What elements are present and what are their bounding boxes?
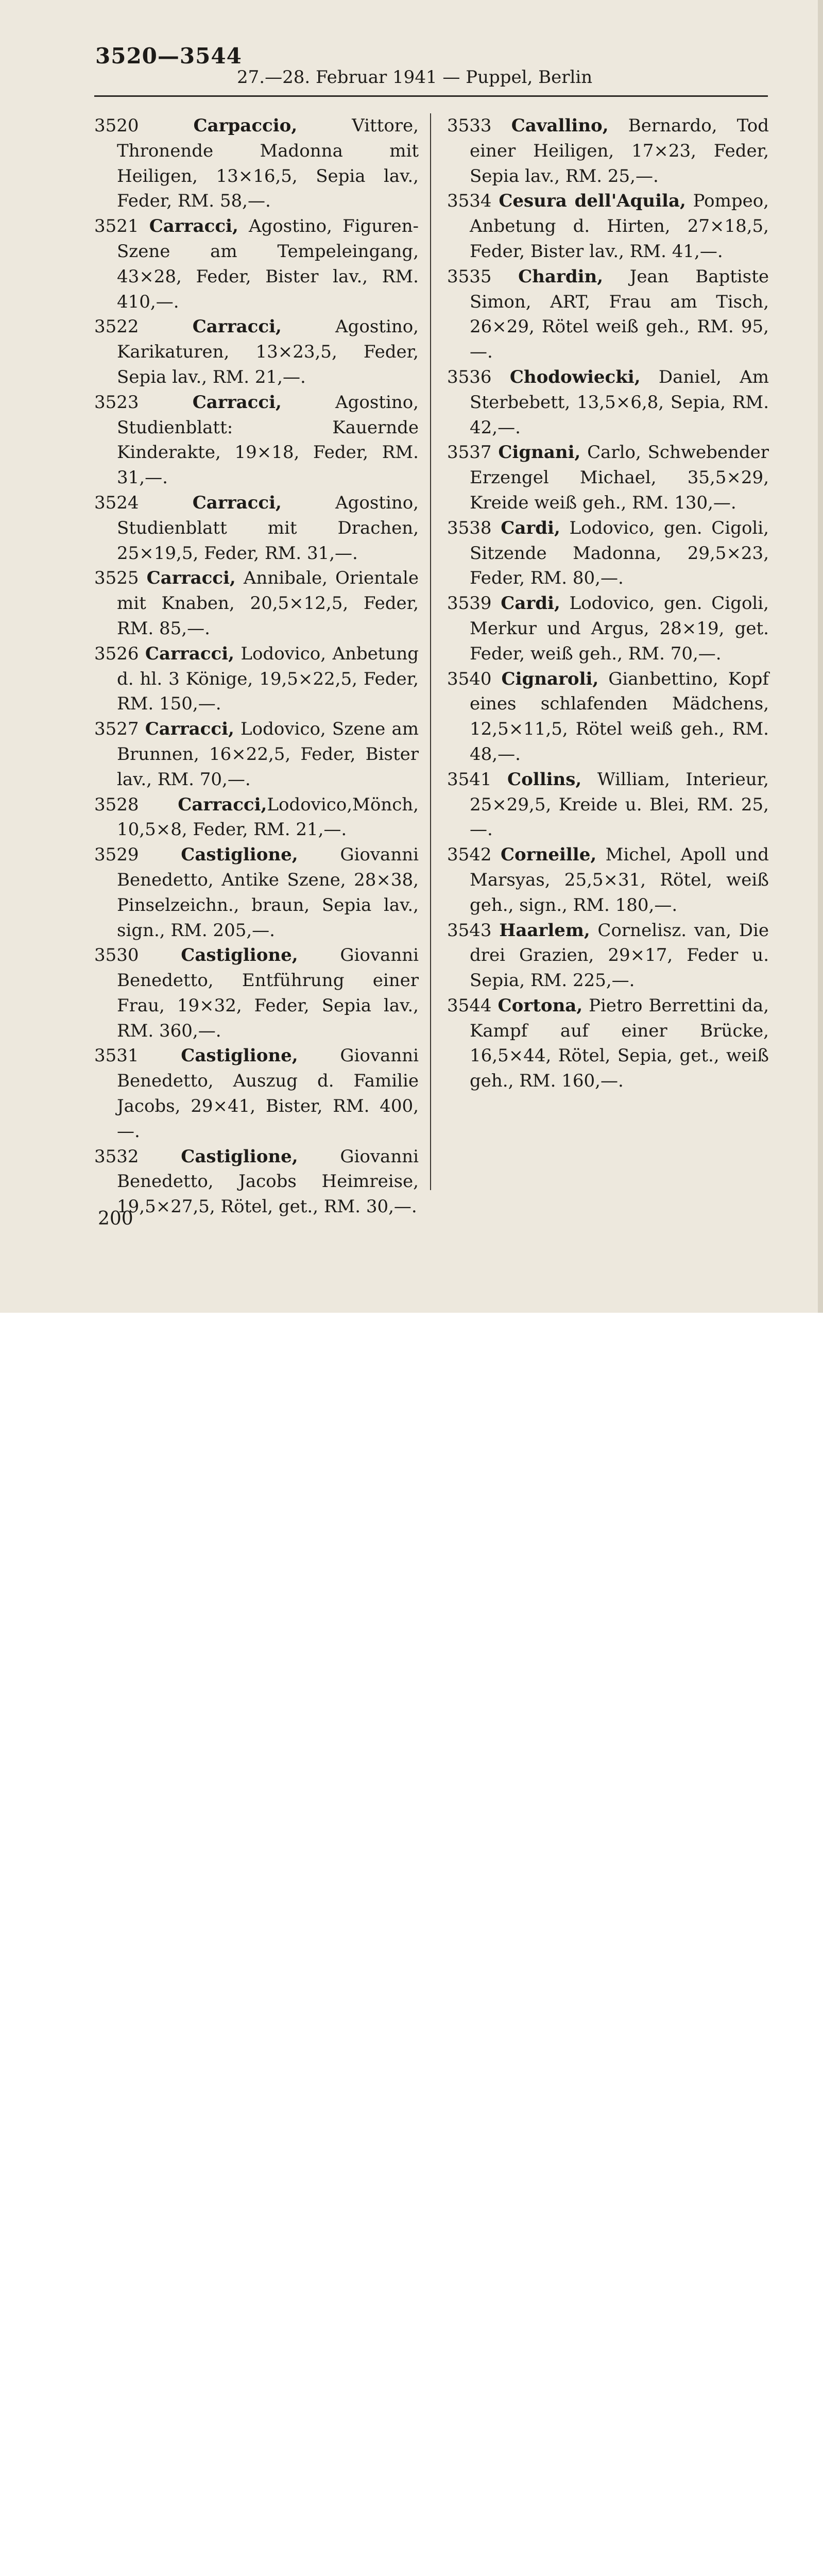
lot-number: 3527 [94,719,145,740]
column-divider [430,113,431,1190]
lot-description: Agostino, Figuren-Szene am Tempeleingang, 43×28, Feder, Bister lav., RM. 410,—. [117,216,419,312]
lot-description: Lodovico, Szene am Brunnen, 16×22,5, Feder, Bister lav., RM. 70,—. [117,719,419,790]
catalog-entry [94,314,419,389]
lot-description: Bernardo, Tod einer Heiligen, 17×23, Feder, Sepia lav., RM. 25,—. [470,115,769,187]
lot-description: Lodovico, gen. Cigoli, Merkur und Argus, 28×19, get. Feder, weiß geh., RM. 70,—. [470,593,769,664]
lot-number: 3523 [94,392,193,413]
lot-number: 3532 [94,1146,181,1167]
lot-description: Gianbettino, Kopf eines schlafenden Mädchens, 12,5×11,5, Rötel weiß geh., RM. 48,—. [470,668,769,765]
catalog-entry [94,214,419,314]
lot-number: 3528 [94,794,178,815]
lot-description: Giovanni Benedetto, Antike Szene, 28×38, Pinselzeichn., braun, Sepia lav., sign., RM. 205,—. [117,844,419,941]
artist-name: Carracci, [145,643,235,664]
lot-number: 3525 [94,568,147,589]
catalog-entry [447,591,769,666]
catalog-entry [447,264,769,365]
catalog-entry [447,516,769,591]
artist-name: Carracci, [192,316,282,337]
catalog-entry [94,1144,419,1219]
artist-name: Castiglione, [181,945,298,966]
artist-name: Collins, [507,769,582,790]
header-divider [94,95,768,97]
artist-name: Carracci, [146,568,236,589]
artist-name: Carracci, [149,216,238,237]
catalog-entry [94,792,419,843]
catalog-entry [94,641,419,717]
lot-number: 3531 [94,1045,181,1066]
lot-description: Vittore, Thronende Madonna mit Heiligen, 13×16,5, Sepia lav., Feder, RM. 58,—. [117,115,419,212]
lot-description: Giovanni Benedetto, Auszug d. Familie Jacobs, 29×41, Bister, RM. 400,—. [117,1045,419,1142]
lot-number: 3541 [447,769,508,790]
lot-number: 3535 [447,266,519,287]
lot-description: Agostino, Studienblatt mit Drachen, 25×19,5, Feder, RM. 31,—. [117,492,419,564]
left-column [94,113,419,1219]
artist-name: Cignani, [498,442,581,463]
lot-description: Lodovico, Anbetung d. hl. 3 Könige, 19,5×22,5, Feder, RM. 150,—. [117,643,419,715]
lot-number: 3543 [447,920,500,941]
lot-number: 3544 [447,995,498,1016]
catalog-entry [94,390,419,490]
catalog-entry [447,842,769,918]
lot-description: Cornelisz. van, Die drei Grazien, 29×17, Feder u. Sepia, RM. 225,—. [470,920,769,991]
catalog-entry [447,113,769,189]
lot-description: Pompeo, Anbetung d. Hirten, 27×18,5, Feder, Bister lav., RM. 41,—. [470,191,769,262]
catalog-entry [94,566,419,641]
footer-bar [0,1313,823,1377]
catalog-entry [94,113,419,214]
catalog-entry [94,842,419,943]
artist-name: Carracci, [145,719,234,740]
lot-number: 3537 [447,442,499,463]
artist-name: Castiglione, [181,1045,298,1066]
lot-number: 3524 [94,492,193,513]
lot-number: 3520 [94,115,194,136]
lot-description: Annibale, Orientale mit Knaben, 20,5×12,5, Feder, RM. 85,—. [117,568,419,639]
artist-name: Carpaccio, [193,115,298,136]
lot-range-heading: 3520—3544 [95,43,242,69]
lot-description: Agostino, Karikaturen, 13×23,5, Feder, Sepia lav., RM. 21,—. [117,316,419,387]
catalog-entry [447,667,769,767]
artist-name: Chardin, [518,266,604,287]
right-column [447,113,769,1094]
page-number: 200 [98,1208,133,1229]
lot-number: 3536 [447,366,510,387]
catalog-entry [447,365,769,440]
artist-name: Cignaroli, [501,668,599,689]
lot-description: Lodovico, gen. Cigoli, Sitzende Madonna, 29,5×23, Feder, RM. 80,—. [470,517,769,589]
artist-name: Cesura dell'Aquila, [499,191,686,212]
lot-number: 3534 [447,191,499,212]
catalog-entry [447,993,769,1094]
artist-name: Carracci, [178,794,267,815]
artist-name: Carracci, [192,492,282,513]
artist-name: Carracci, [192,392,282,413]
lot-number: 3542 [447,844,501,866]
lot-number: 3539 [447,593,501,614]
artist-name: Castiglione, [181,844,298,866]
artist-name: Cavallino, [511,115,609,136]
lot-number: 3526 [94,643,145,664]
catalog-entry [447,767,769,842]
catalog-entry [447,189,769,264]
catalog-entry [94,1043,419,1144]
auction-date-title: 27.—28. Februar 1941 — Puppel, Berlin [237,67,593,88]
lot-description: Agostino, Studienblatt: Kauernde Kinderakte, 19×18, Feder, RM. 31,—. [117,392,419,488]
artist-name: Cortona, [498,995,583,1016]
lot-description: Giovanni Benedetto, Entführung einer Frau, 19×32, Feder, Sepia lav., RM. 360,—. [117,945,419,1041]
lot-number: 3538 [447,517,501,538]
lot-description: William, Interieur, 25×29,5, Kreide u. Blei, RM. 25,—. [470,769,769,840]
catalog-entry [447,440,769,515]
catalog-entry [94,490,419,566]
lot-number: 3540 [447,668,502,689]
lot-number: 3530 [94,945,181,966]
catalog-entry [447,918,769,993]
artist-name: Cardi, [501,517,560,538]
catalog-entry [94,717,419,792]
lot-description: Lodovico,Mönch, 10,5×8, Feder, RM. 21,—. [117,794,419,840]
artist-name: Castiglione, [181,1146,298,1167]
lot-description: Michel, Apoll und Marsyas, 25,5×31, Rötel, weiß geh., sign., RM. 180,—. [470,844,769,916]
lot-description: Carlo, Schwebender Erzengel Michael, 35,5×29, Kreide weiß geh., RM. 130,—. [470,442,769,513]
lot-description: Pietro Berrettini da, Kampf auf einer Brücke, 16,5×44, Rötel, Sepia, get., weiß geh., RM. 160,—. [470,995,769,1092]
lot-description: Daniel, Am Sterbebett, 13,5×6,8, Sepia, RM. 42,—. [470,366,769,438]
lot-description: Jean Baptiste Simon, ART, Frau am Tisch, 26×29, Rötel weiß geh., RM. 95,—. [470,266,769,363]
catalog-entry [94,943,419,1043]
lot-number: 3529 [94,844,181,866]
artist-name: Haarlem, [499,920,590,941]
lot-description: Giovanni Benedetto, Jacobs Heimreise, 19,5×27,5, Rötel, get., RM. 30,—. [117,1146,419,1217]
lot-number: 3521 [94,216,149,237]
artist-name: Corneille, [500,844,597,866]
lot-number: 3533 [447,115,511,136]
lot-number: 3522 [94,316,193,337]
artist-name: Chodowiecki, [509,366,641,387]
scan-edge [818,0,823,1313]
artist-name: Cardi, [501,593,560,614]
